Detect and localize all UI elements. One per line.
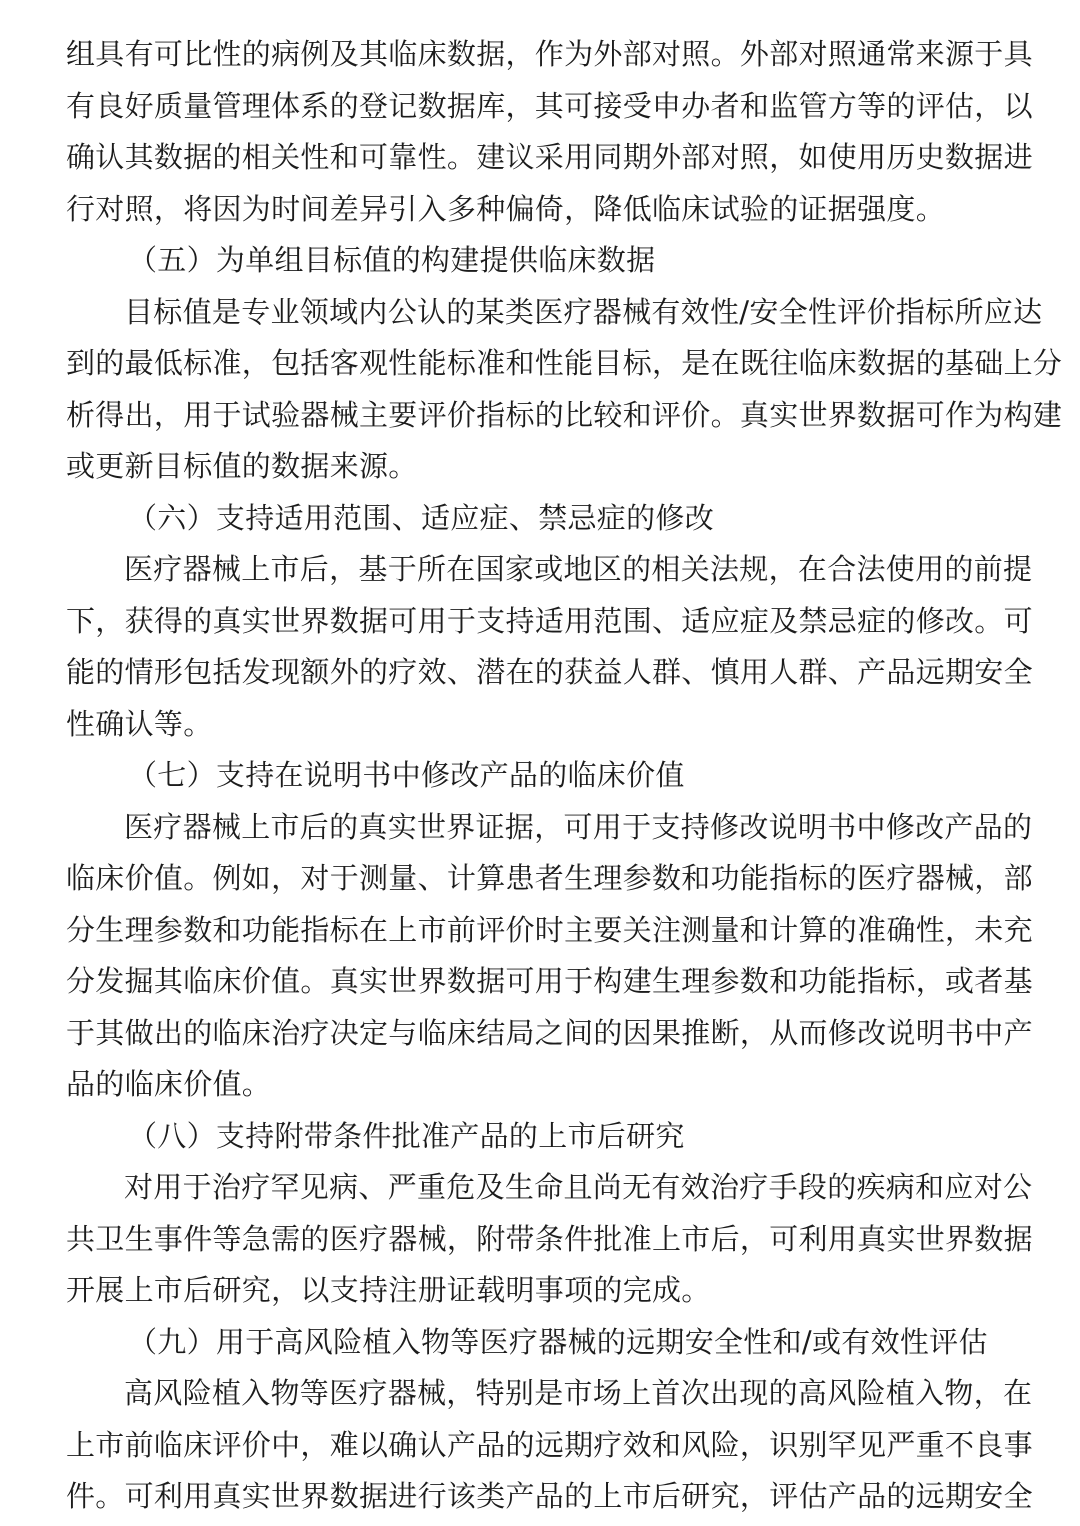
- paragraph-line: 有良好质量管理体系的登记数据库，其可接受申办者和监管方等的评估，以: [66, 88, 1033, 123]
- paragraph-line: 下，获得的真实世界数据可用于支持适用范围、适应症及禁忌症的修改。可: [66, 603, 1033, 638]
- heading-text: （八）支持附带条件批准产品的上市后研究: [128, 1118, 685, 1153]
- paragraph-line: 分发掘其临床价值。真实世界数据可用于构建生理参数和功能指标，或者基: [66, 964, 1033, 998]
- section-heading: [66, 235, 1016, 287]
- paragraph-line: 临床价值。例如，对于测量、计算患者生理参数和功能指标的医疗器械，部: [66, 861, 1033, 895]
- paragraph-line: 析得出，用于试验器械主要评价指标的比较和评价。真实世界数据可作为构建: [66, 397, 1063, 432]
- paragraph-line: 于其做出的临床治疗决定与临床结局之间的因果推断，从而修改说明书中产: [66, 1015, 1033, 1050]
- paragraph-line: 分生理参数和功能指标在上市前评价时主要关注测量和计算的准确性，未充: [66, 912, 1033, 947]
- paragraph-line: 确认其数据的相关性和可靠性。建议采用同期外部对照，如使用历史数据进: [66, 140, 1033, 174]
- paragraph-line: 高风险植入物等医疗器械，特别是市场上首次出现的高风险植入物，在: [124, 1376, 1033, 1410]
- paragraph-line: 或更新目标值的数据来源。: [66, 449, 418, 483]
- paragraph-line: 品的临床价值。: [66, 1067, 272, 1101]
- body-paragraph: [66, 287, 1063, 493]
- heading-text: （七）支持在说明书中修改产品的临床价值: [128, 758, 685, 792]
- paragraph-line: 到的最低标准，包括客观性能标准和性能目标，是在既往临床数据的基础上分: [66, 346, 1063, 380]
- heading-text: （六）支持适用范围、适应症、禁忌症的修改: [128, 500, 715, 535]
- section-heading: [66, 750, 1016, 802]
- paragraph-line: 医疗器械上市后，基于所在国家或地区的相关法规，在合法使用的前提: [124, 552, 1033, 586]
- paragraph-line: 开展上市后研究，以支持注册证载明事项的完成。: [66, 1273, 711, 1307]
- section-heading: [66, 493, 1016, 545]
- paragraph-line: 共卫生事件等急需的医疗器械，附带条件批准上市后，可利用真实世界数据: [66, 1221, 1033, 1256]
- section-heading: [66, 1317, 1016, 1369]
- body-paragraph: [66, 1368, 1033, 1523]
- paragraph-line: 组具有可比性的病例及其临床数据，作为外部对照。外部对照通常来源于具: [66, 37, 1033, 71]
- paragraph-line: 能的情形包括发现额外的疗效、潜在的获益人群、慎用人群、产品远期安全: [66, 655, 1033, 689]
- paragraph-line: 行对照，将因为时间差异引入多种偏倚，降低临床试验的证据强度。: [66, 191, 946, 226]
- section-heading: [66, 1111, 1016, 1163]
- body-paragraph: [66, 544, 1033, 750]
- body-paragraph: [66, 802, 1033, 1111]
- paragraph-line: 对用于治疗罕见病、严重危及生命且尚无有效治疗手段的疾病和应对公: [124, 1170, 1033, 1204]
- heading-text: （五）为单组目标值的构建提供临床数据: [128, 243, 656, 277]
- paragraph-line: 上市前临床评价中，难以确认产品的远期疗效和风险，识别罕见严重不良事: [66, 1427, 1033, 1462]
- body-paragraph: [66, 1162, 1033, 1317]
- paragraph-line: 目标值是专业领域内公认的某类医疗器械有效性/安全性评价指标所应达: [124, 294, 1043, 329]
- paragraph-line: 件。可利用真实世界数据进行该类产品的上市后研究，评估产品的远期安全: [66, 1479, 1033, 1513]
- paragraph-line: 医疗器械上市后的真实世界证据，可用于支持修改说明书中修改产品的: [124, 809, 1033, 844]
- heading-text: （九）用于高风险植入物等医疗器械的远期安全性和/或有效性评估: [128, 1324, 988, 1359]
- document-body: [66, 29, 1063, 1523]
- body-paragraph: [66, 29, 1033, 235]
- paragraph-line: 性确认等。: [66, 706, 213, 741]
